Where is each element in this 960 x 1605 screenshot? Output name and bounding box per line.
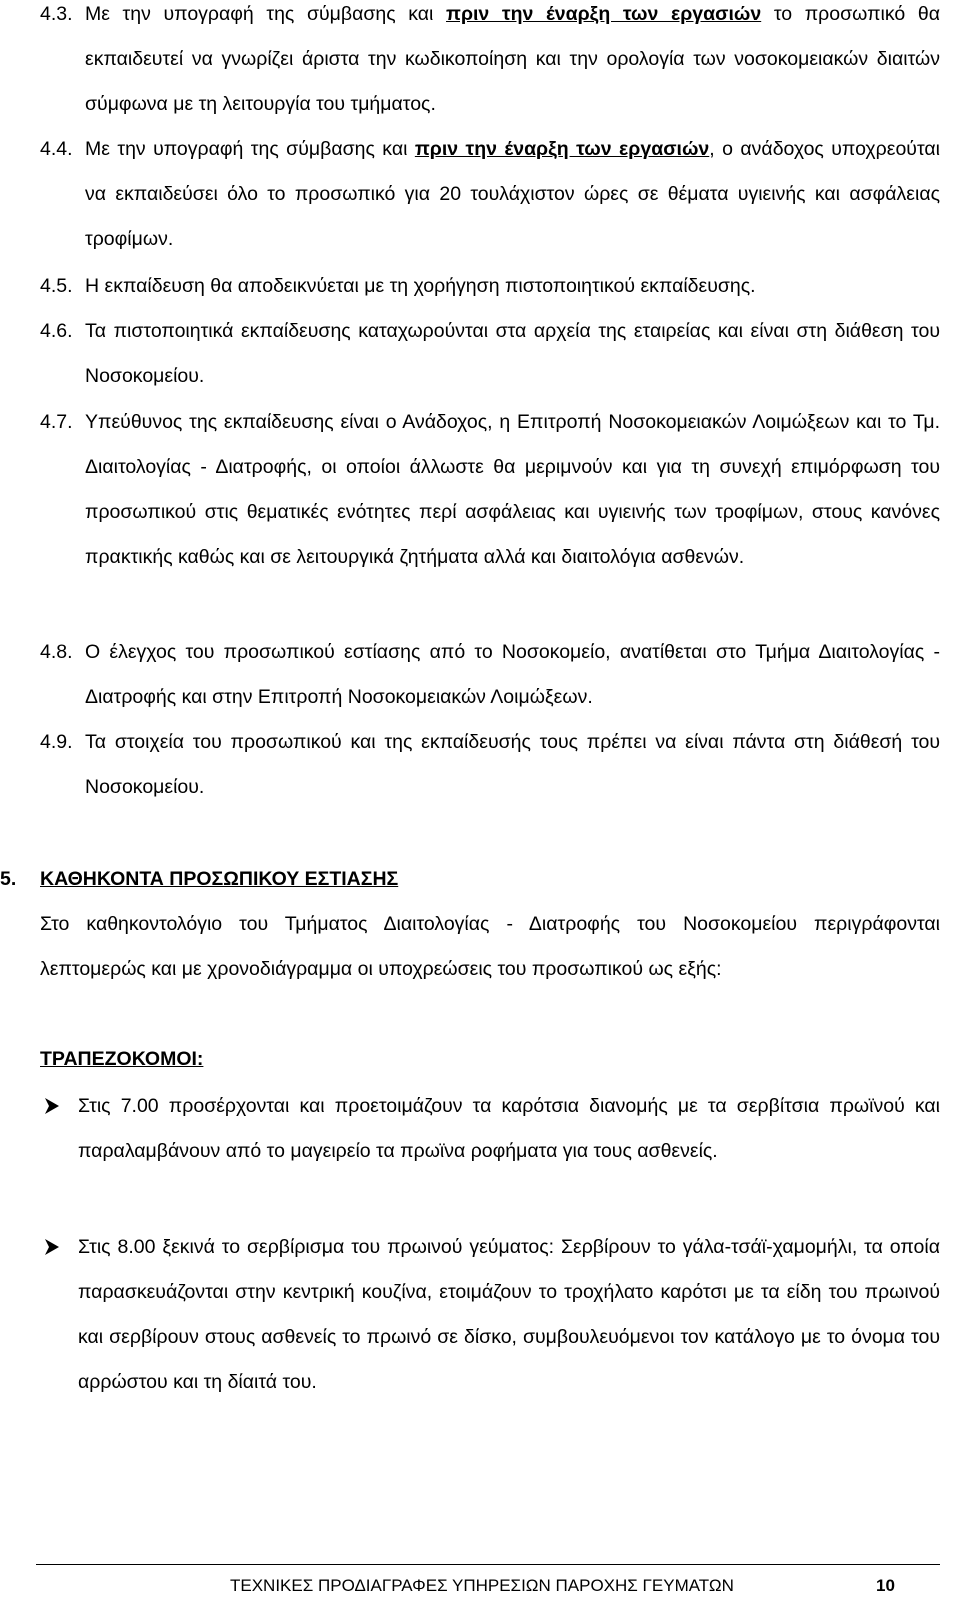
list-item: Στις 8.00 ξεκινά το σερβίρισμα του πρωινού γεύματος: Σερβίρουν το γάλα-τσάϊ-χαμομήλι, τα οποία παρασκευάζονται στην κεντρική κουζίνα, ετοιμάζουν το τροχήλατο καρότσι με τα είδη του πρωινού και σερβίρουν στους ασθενείς το πρωινό σε δίσκο, συμβουλευόμενοι τον κατάλογο με το όνομα του αρρώστου και τη δίαιτά του. [40,1225,940,1405]
clause-text: Η εκπαίδευση θα αποδεικνύεται με τη χορήγηση πιστοποιητικού εκπαίδευσης. [85,275,756,297]
clause-4-9 [40,720,940,810]
clause-number: 4.4. [40,138,73,160]
footer-title: ΤΕΧΝΙΚΕΣ ΠΡΟΔΙΑΓΡΑΦΕΣ ΥΠΗΡΕΣΙΩΝ ΠΑΡΟΧΗΣ ΓΕΥΜΑΤΩΝ [230,1576,734,1595]
arrowhead-bullet-icon [40,1225,64,1274]
underlined-emphasis: πριν την έναρξη των εργασιών [446,3,762,25]
clause-4-6 [40,309,940,399]
clause-text: Τα πιστοποιητικά εκπαίδευσης καταχωρούνται στα αρχεία της εταιρείας και είναι στη διάθεση του Νοσοκομείου. [85,320,940,387]
clause-text: Υπεύθυνος της εκπαίδευσης είναι ο Ανάδοχος, η Επιτροπή Νοσοκομειακών Λοιμώξεων και το Τμ. Διαιτολογίας - Διατροφής, οι οποίοι άλλωστε θα μεριμνούν και για τη συνεχή επιμόρφωση του προσωπικού στις θεματικές ενότητες περί ασφάλειας και υγιεινής των τροφίμων, στους κανόνες πρακτικής καθώς και σε λειτουργικά ζητήματα αλλά και διαιτολόγια ασθενών. [85,411,940,568]
page-number: 10 [876,1576,895,1595]
arrowhead-bullet-icon [40,1084,64,1133]
clause-text: Ο έλεγχος του προσωπικού εστίασης από το Νοσοκομείο, ανατίθεται στο Τμήμα Διαιτολογίας - Διατροφής και στην Επιτροπή Νοσοκομειακών Λοιμώξεων. [85,641,940,708]
clause-4-7 [40,400,940,580]
clause-number: 4.8. [40,641,73,663]
clause-number: 4.3. [40,3,73,25]
clause-number: 4.6. [40,320,73,342]
subheading: ΤΡΑΠΕΖΟΚΟΜΟΙ: [40,1048,204,1070]
page-footer [0,1570,960,1600]
section-intro: Στο καθηκοντολόγιο του Τμήματος Διαιτολογίας - Διατροφής του Νοσοκομείου περιγράφονται λεπτομερώς και με χρονοδιάγραμμα οι υποχρεώσεις του προσωπικού ως εξής: [40,913,940,980]
section-number: 5. [0,868,17,890]
list-item: Στις 7.00 προσέρχονται και προετοιμάζουν τα καρότσια διανομής με τα σερβίτσια πρωϊνού και παραλαμβάνουν από το μαγειρείο τα πρωϊνα ροφήματα για τους ασθενείς. [40,1084,940,1174]
clause-number: 4.5. [40,275,73,297]
footer-divider [36,1564,940,1565]
section-title: ΚΑΘΗΚΟΝΤΑ ΠΡΟΣΩΠΙΚΟΥ ΕΣΤΙΑΣΗΣ [40,868,399,890]
clause-4-3 [40,0,940,127]
clause-text: Με την υπογραφή της σύμβασης και πριν την έναρξη των εργασιών το προσωπικό θα εκπαιδευτεί να γνωρίζει άριστα την κωδικοποίηση και την ορολογία των νοσοκομειακών διαιτών σύμφωνα με τη λειτουργία του τμήματος. [85,3,940,115]
underlined-emphasis: πριν την έναρξη των εργασιών [414,138,710,160]
clause-text: Τα στοιχεία του προσωπικού και της εκπαίδευσής τους πρέπει να είναι πάντα στη διάθεσή του Νοσοκομείου. [85,731,940,798]
clause-4-4 [40,127,940,262]
clause-text: Με την υπογραφή της σύμβασης και πριν την έναρξη των εργασιών, ο ανάδοχος υποχρεούται να εκπαιδεύσει όλο το προσωπικό για 20 τουλάχιστον ώρες σε θέματα υγιεινής και ασφάλειας τροφίμων. [85,138,940,250]
clause-4-8 [40,630,940,720]
clause-number: 4.9. [40,731,73,753]
clause-number: 4.7. [40,411,73,433]
clause-4-5 [40,264,940,309]
